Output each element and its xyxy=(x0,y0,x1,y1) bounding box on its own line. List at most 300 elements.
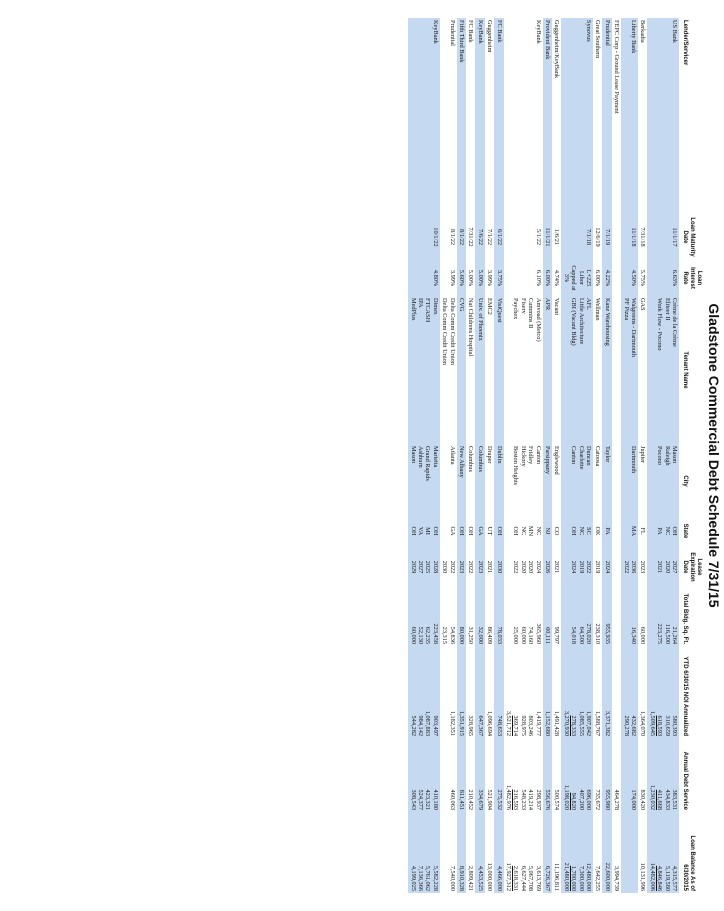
lease-exp-cell xyxy=(647,544,679,590)
debt-service-value: 383,531 xyxy=(671,789,678,810)
loan-balance-cell xyxy=(638,812,647,893)
state-code: PA xyxy=(656,527,664,535)
debt-service-value: 500,574 xyxy=(553,789,561,810)
noi-cell xyxy=(638,646,647,738)
city-cell xyxy=(475,444,484,518)
debt-service-value: 407,200 xyxy=(577,789,585,810)
lender-cell: KeyBank xyxy=(504,18,543,214)
tenant-name: Paychex xyxy=(512,298,520,320)
noi-value: 1,085,555 xyxy=(577,710,585,736)
state-cell xyxy=(494,518,503,544)
loan-balance-subtotal: 17,927,312 xyxy=(505,862,513,891)
maturity-cell xyxy=(612,214,621,260)
debt-service-value: 298,937 xyxy=(534,789,542,810)
tenant-name: EMC2 xyxy=(486,298,494,315)
lease-exp-cell xyxy=(408,544,440,590)
debt-service-cell xyxy=(457,738,466,812)
bldg-sqft-cell xyxy=(457,590,466,646)
lender-cell: KeyBank xyxy=(475,18,484,214)
state-cell xyxy=(612,518,621,544)
debt-table-body xyxy=(408,18,679,893)
city-cell xyxy=(602,444,611,518)
lender-cell: Fifth Third Bank xyxy=(457,18,466,214)
debt-service-cell xyxy=(543,738,552,812)
bldg-sqft-cell xyxy=(593,590,602,646)
tenant-name: PF Pizza xyxy=(622,298,630,321)
noi-value: 618,593 xyxy=(656,715,664,736)
tenant-cell xyxy=(647,296,679,444)
debt-service-value: 308,543 xyxy=(409,789,417,810)
loan-balance-value: 13,000,000 xyxy=(486,862,494,891)
rate-cell: 4.22% xyxy=(602,260,611,296)
loan-balance-subtotal: 21,480,000 xyxy=(562,862,570,891)
debt-service-subtotal: 1,230,032 xyxy=(648,784,656,810)
debt-service-value: 548,233 xyxy=(519,789,527,810)
noi-value: 647,367 xyxy=(476,715,484,736)
lease-exp-date: 2036 xyxy=(630,560,638,574)
loan-balance-value: 3,613,769 xyxy=(534,865,542,891)
table-row xyxy=(494,18,503,893)
tenant-cell xyxy=(602,296,611,444)
loan-balance-value: 2,618,331 xyxy=(512,865,520,891)
city-name: Canton xyxy=(534,446,542,465)
bldg-sqft-cell xyxy=(543,590,552,646)
loan-balance-value: 3,994,739 xyxy=(613,865,621,891)
state-code: OH xyxy=(467,526,475,536)
table-row xyxy=(612,18,621,893)
rate-cell: 6.00% xyxy=(543,260,552,296)
lender-cell: FC Bank xyxy=(494,18,503,214)
bldg-sqft: 60,000 xyxy=(519,626,527,644)
noi-cell xyxy=(561,646,593,738)
tenant-cell xyxy=(457,296,466,444)
state-code: OH xyxy=(671,526,678,536)
debt-service-cell xyxy=(638,738,647,812)
debt-service-value: 174,000 xyxy=(630,789,638,810)
city-name: Duncan xyxy=(585,446,593,466)
noi-value: 1,152,680 xyxy=(544,710,551,736)
rate-cell: 5.75% xyxy=(638,260,647,296)
bldg-sqft: 86,409 xyxy=(486,626,494,644)
maturity-cell: 1/6/21 xyxy=(552,214,561,260)
state-code: OH xyxy=(570,526,578,536)
state-code: OH xyxy=(458,526,466,536)
state-code: VA xyxy=(417,526,425,536)
state-cell xyxy=(593,518,602,544)
loan-balance-cell xyxy=(485,812,494,893)
state-code: SC xyxy=(585,527,593,535)
noi-value: 328,965 xyxy=(467,715,475,736)
table-row xyxy=(504,18,543,893)
lease-exp-date: 2022 xyxy=(512,560,520,574)
header-row xyxy=(679,18,702,893)
table-row xyxy=(408,18,440,893)
tenant-name: FTCASH xyxy=(424,298,432,323)
maturity-cell: 6/1/22 xyxy=(494,214,503,260)
city-cell xyxy=(612,444,621,518)
lender-cell: Liberty Bank xyxy=(621,18,638,214)
bldg-sqft-cell xyxy=(638,590,647,646)
city-name: New Albany xyxy=(458,446,466,478)
lender-cell: US Bank xyxy=(647,18,679,214)
maturity-cell: 8/1/22 xyxy=(457,214,466,260)
noi-value: 1,907,042 xyxy=(585,710,593,736)
lease-exp-cell xyxy=(466,544,475,590)
tenant-cell xyxy=(485,296,494,444)
tenant-cell xyxy=(543,296,552,444)
noi-cell xyxy=(552,646,561,738)
tenant-cell xyxy=(466,296,475,444)
state-cell xyxy=(621,518,638,544)
maturity-cell: 8/1/22 xyxy=(440,214,457,260)
state-code: MN xyxy=(527,525,535,537)
loan-balance-cell xyxy=(408,812,440,893)
debt-service-cell xyxy=(552,738,561,812)
bldg-sqft-cell xyxy=(408,590,440,646)
tenant-name: APR xyxy=(544,298,551,311)
lender-cell: Guggenheim/KeyBank xyxy=(552,18,561,214)
lease-exp-date: 2019 xyxy=(577,560,585,574)
state-code: NC xyxy=(663,526,671,536)
maturity-cell: 7/6/22 xyxy=(475,214,484,260)
noi-cell xyxy=(494,646,503,738)
lease-exp-cell xyxy=(621,544,638,590)
lease-exp-cell xyxy=(602,544,611,590)
col-header-balance: Loan Balance As of 6/30/2015 xyxy=(682,835,695,891)
rate-cell: 6.10% xyxy=(504,260,543,296)
noi-cell xyxy=(621,646,638,738)
debt-service-cell xyxy=(466,738,475,812)
state-cell xyxy=(647,518,679,544)
bldg-sqft-cell xyxy=(552,590,561,646)
tenant-cell xyxy=(408,296,440,444)
city-name: Charlotte xyxy=(577,446,585,470)
loan-balance-value: 6,627,444 xyxy=(519,865,527,891)
state-code: UT xyxy=(486,526,494,536)
lease-exp-date: 2024 xyxy=(534,560,542,574)
bldg-sqft: 31,250 xyxy=(467,626,475,644)
table-row xyxy=(552,18,561,893)
tenant-cell xyxy=(638,296,647,444)
loan-balance-value: 8,910,328 xyxy=(458,865,466,891)
city-name: Pocono xyxy=(656,446,664,465)
tenant-name: Fiserv xyxy=(519,298,527,314)
city-name: Boston Heights xyxy=(512,446,520,486)
col-header-state: State xyxy=(682,523,688,539)
lease-exp-date: 2026 xyxy=(544,560,551,574)
city-name: Marietta xyxy=(431,446,439,468)
debt-service-value: 735,672 xyxy=(594,789,602,810)
state-code: NC xyxy=(519,526,527,536)
debt-service-value: 334,679 xyxy=(476,789,484,810)
rate-cell: 3.99% xyxy=(440,260,457,296)
noi-extra: 290,278 xyxy=(622,715,630,736)
debt-service-value: 811,451 xyxy=(458,789,466,810)
tenant-name: GBI (Vacant Bldg) xyxy=(570,298,578,346)
tenant-name: Univ. of Phoenix xyxy=(476,298,484,341)
noi-value: 1,364,070 xyxy=(639,710,647,736)
bldg-sqft: 25,000 xyxy=(512,626,520,644)
rate-cell: 4.74% xyxy=(552,260,561,296)
city-cell xyxy=(552,444,561,518)
loan-balance-value: 11,196,811 xyxy=(553,863,561,891)
city-name: Fridley xyxy=(527,446,535,465)
noi-value: 3,371,382 xyxy=(603,710,611,736)
lease-exp-cell xyxy=(440,544,457,590)
lease-exp-cell xyxy=(494,544,503,590)
maturity-cell: 7/31/18 xyxy=(638,214,647,260)
rate-cell: 3.75% xyxy=(494,260,503,296)
table-row xyxy=(621,18,638,893)
bldg-sqft: 223,458 xyxy=(431,623,439,644)
lease-exp-date: 2020 xyxy=(663,560,671,574)
lease-exp-date: 2027 xyxy=(671,560,678,574)
tenant-cell xyxy=(593,296,602,444)
lease-exp-date: 2024 xyxy=(603,560,611,574)
noi-cell xyxy=(466,646,475,738)
debt-service-cell xyxy=(475,738,484,812)
city-name: Jupiter xyxy=(639,446,647,464)
state-code: CO xyxy=(553,526,561,536)
city-cell xyxy=(494,444,503,518)
lender-cell: Guggenheim xyxy=(485,18,494,214)
tenant-cell xyxy=(504,296,543,444)
tenant-name: Little Architecture xyxy=(577,298,585,345)
col-header-city: City xyxy=(682,475,688,487)
noi-cell xyxy=(593,646,602,738)
debt-service-value: 464,278 xyxy=(613,789,621,810)
loan-balance-cell xyxy=(647,812,679,893)
state-code: OH xyxy=(431,526,439,536)
lease-exp-cell xyxy=(543,544,552,590)
bldg-sqft-cell xyxy=(612,590,621,646)
noi-value: 278,333 xyxy=(570,715,578,736)
tenant-name: Nat Childrens Hospital xyxy=(467,298,475,357)
bldg-sqft-cell xyxy=(621,590,638,646)
city-cell xyxy=(621,444,638,518)
rate-cell: 6.63% xyxy=(647,260,679,296)
debt-service-value: 524,377 xyxy=(417,789,425,810)
city-cell xyxy=(457,444,466,518)
maturity-cell: 7/31/22 xyxy=(466,214,475,260)
city-name: Taylor xyxy=(603,446,611,463)
noi-value: 1,087,883 xyxy=(424,710,432,736)
bldg-sqft-cell xyxy=(440,590,457,646)
tenant-cell xyxy=(475,296,484,444)
bldg-sqft-cell xyxy=(485,590,494,646)
lease-exp-date: 2022 xyxy=(585,560,593,574)
maturity-cell: 10/1/22 xyxy=(408,214,440,260)
city-name: Ashburn xyxy=(417,446,425,468)
col-header-bldg: Total Bldg. Sq. Ft. xyxy=(682,593,688,644)
bldg-sqft-cell xyxy=(494,590,503,646)
bldg-sqft-cell xyxy=(504,590,543,646)
debt-service-value: 434,833 xyxy=(663,789,671,810)
noi-cell xyxy=(602,646,611,738)
city-name: Parsippany xyxy=(544,446,551,474)
document-title: Gladstone Commercial Debt Schedule 7/31/15 xyxy=(706,303,722,608)
lender-cell: FEPC Corp - Ground Lease Payment xyxy=(612,18,621,214)
tenant-cell xyxy=(561,296,593,444)
noi-cell xyxy=(440,646,457,738)
debt-service-value: 410,180 xyxy=(431,789,439,810)
noi-cell xyxy=(408,646,440,738)
noi-value: 369,714 xyxy=(512,715,520,736)
state-code: OH xyxy=(495,526,503,536)
loan-balance-cell xyxy=(466,812,475,893)
tenant-name: Delta Comm Credit Union xyxy=(448,298,456,365)
lease-exp-cell xyxy=(638,544,647,590)
bldg-sqft: 278,020 xyxy=(585,623,593,644)
city-cell xyxy=(543,444,552,518)
lease-exp-date: 2022 xyxy=(622,560,630,574)
lease-exp-date: 2024 xyxy=(570,560,578,574)
lease-exp-date: 2022 xyxy=(448,560,456,574)
bldg-sqft: 78,033 xyxy=(495,626,503,644)
noi-value: 903,497 xyxy=(431,715,439,736)
noi-subtotal: 1,509,645 xyxy=(648,710,656,736)
col-header-rate: Loan Interest Rate xyxy=(682,267,702,289)
debt-service-cell xyxy=(485,738,494,812)
noi-value: 1,182,351 xyxy=(448,710,456,736)
noi-value: 1,419,777 xyxy=(534,710,542,736)
tenant-name: Work Flow - Pocono xyxy=(656,298,664,351)
loan-balance-value: 5,582,228 xyxy=(431,865,439,891)
debt-service-cell xyxy=(647,738,679,812)
city-name: Dublin xyxy=(495,446,503,464)
lease-exp-date: 2021 xyxy=(486,560,494,574)
loan-balance-cell xyxy=(593,812,602,893)
state-code: GA xyxy=(448,526,456,536)
city-cell xyxy=(440,444,457,518)
noi-value: 984,142 xyxy=(417,715,425,736)
noi-value: 1,588,767 xyxy=(594,710,602,736)
rate-cell: 4.80% xyxy=(408,260,440,296)
debt-service-value: 275,532 xyxy=(495,789,503,810)
bldg-sqft: 74,160 xyxy=(527,626,535,644)
rate-cell: 5.00% xyxy=(466,260,475,296)
debt-service-cell xyxy=(561,738,593,812)
lease-exp-date: 2021 xyxy=(656,560,664,574)
table-row xyxy=(593,18,602,893)
lease-exp-date: 2021 xyxy=(553,560,561,574)
debt-schedule-table xyxy=(408,18,702,893)
tenant-name: Dimes xyxy=(431,298,439,315)
state-code: OH xyxy=(409,526,417,536)
lease-exp-date: 2020 xyxy=(519,560,527,574)
lease-exp-date: 2027 xyxy=(417,560,425,574)
loan-balance-value: 1,700,000 xyxy=(570,865,578,891)
bldg-sqft: 60,111 xyxy=(544,627,551,644)
lease-exp-date: 2025 xyxy=(424,560,432,574)
state-code: NC xyxy=(534,526,542,536)
rate-cell: 5.00% xyxy=(475,260,484,296)
debt-service-value: 460,063 xyxy=(448,789,456,810)
table-row xyxy=(602,18,611,893)
state-cell xyxy=(475,518,484,544)
lease-exp-date: 2019 xyxy=(594,560,602,574)
debt-service-cell xyxy=(504,738,543,812)
loan-balance-value: 5,119,580 xyxy=(663,866,671,891)
loan-balance-value: 12,480,000 xyxy=(585,862,593,891)
tenant-cell xyxy=(440,296,457,444)
state-cell xyxy=(466,518,475,544)
debt-service-value: 556,676 xyxy=(544,789,551,810)
state-cell xyxy=(638,518,647,544)
noi-cell xyxy=(504,646,543,738)
bldg-sqft: 54,018 xyxy=(570,626,578,644)
bldg-sqft: 223,275 xyxy=(656,623,664,644)
city-cell xyxy=(485,444,494,518)
lease-exp-date: 2028 xyxy=(431,560,439,574)
loan-balance-value: 4,846,846 xyxy=(656,865,664,891)
state-code: MI xyxy=(424,527,432,535)
tenant-cell xyxy=(494,296,503,444)
lease-exp-cell xyxy=(457,544,466,590)
col-header-noi: YTD 6/30/15 NOI Annualized xyxy=(682,656,688,736)
state-code: PA xyxy=(603,527,611,535)
noi-cell xyxy=(475,646,484,738)
bldg-sqft-cell xyxy=(475,590,484,646)
table-row xyxy=(543,18,552,893)
rate-cell: 3.99% xyxy=(485,260,494,296)
debt-service-value: 423,321 xyxy=(424,789,432,810)
tenant-name: Cummins II xyxy=(527,298,535,329)
bldg-sqft: 80,000 xyxy=(458,626,466,644)
bldg-sqft: 60,000 xyxy=(409,626,417,644)
lease-exp-date: 2030 xyxy=(495,560,503,574)
table-row xyxy=(638,18,647,893)
table-row xyxy=(485,18,494,893)
bldg-sqft-cell xyxy=(602,590,611,646)
debt-service-value: 411,668 xyxy=(656,789,664,810)
maturity-cell: 5/1/22 xyxy=(504,214,543,260)
lease-exp-date: 2023 xyxy=(639,560,647,574)
debt-service-cell xyxy=(602,738,611,812)
state-code: NC xyxy=(577,526,585,536)
city-cell xyxy=(504,444,543,518)
loan-balance-value: 4,453,525 xyxy=(476,865,484,891)
city-name: Raleigh xyxy=(663,446,671,466)
lease-exp-date: 2023 xyxy=(476,560,484,574)
city-name: Grand Rapids xyxy=(424,446,432,481)
bldg-sqft: 60,000 xyxy=(639,626,647,644)
col-header-tenant: Tenant Name xyxy=(682,351,688,389)
loan-balance-cell xyxy=(621,812,638,893)
city-cell xyxy=(593,444,602,518)
tenant-name: Walgreens - Dartmouth xyxy=(630,298,638,357)
table-row xyxy=(466,18,475,893)
rate-cell: 6.00% xyxy=(593,260,602,296)
noi-cell xyxy=(485,646,494,738)
city-name: Mason xyxy=(409,446,417,464)
noi-cell xyxy=(647,646,679,738)
state-cell xyxy=(504,518,543,544)
table-row xyxy=(457,18,466,893)
debt-service-subtotal: 1,482,976 xyxy=(505,784,513,810)
tenant-name: IPA xyxy=(417,298,425,308)
loan-balance-value: 7,136,366 xyxy=(417,865,425,891)
bldg-sqft: 64,500 xyxy=(577,626,585,644)
bldg-sqft: 52,130 xyxy=(417,626,425,644)
noi-subtotal: 3,270,930 xyxy=(562,710,570,736)
tenant-name: Vacant xyxy=(553,298,561,316)
city-cell xyxy=(638,444,647,518)
noi-cell xyxy=(543,646,552,738)
bldg-sqft: 955,935 xyxy=(603,623,611,644)
tenant-name: Amvoad (Metco) xyxy=(534,298,542,342)
bldg-sqft: 16,340 xyxy=(630,626,638,644)
